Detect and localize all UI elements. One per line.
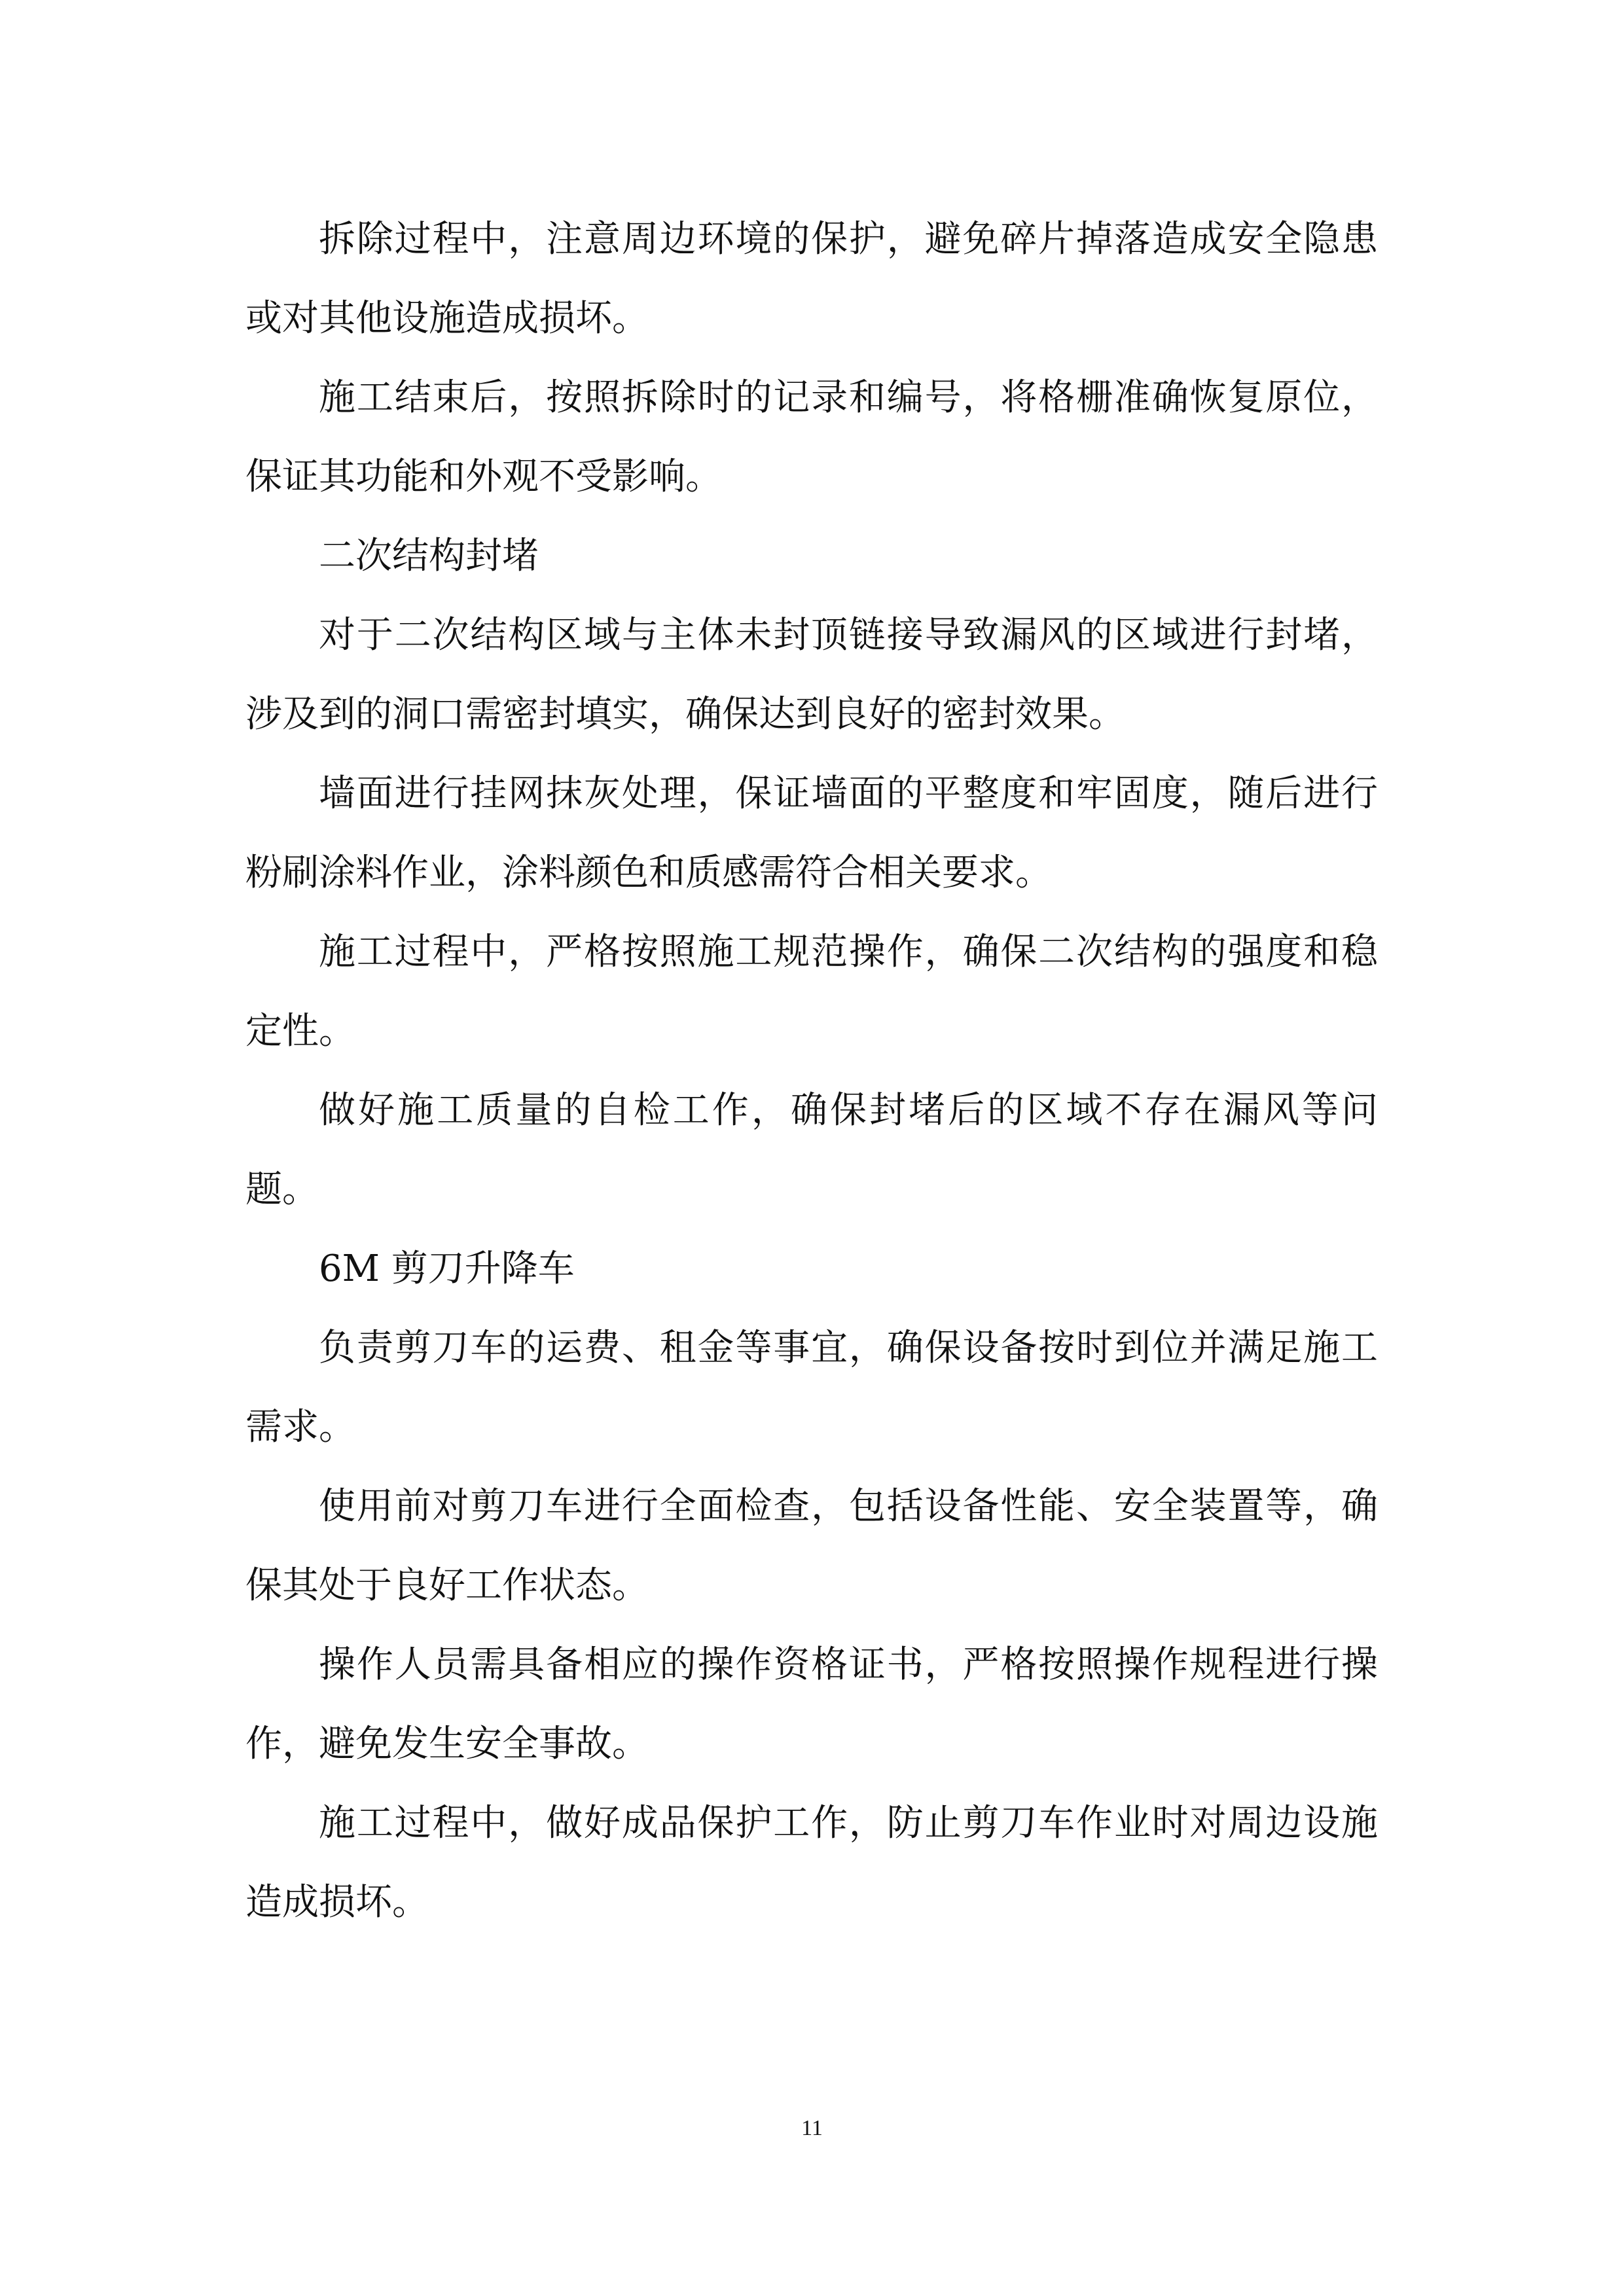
paragraph: 墙面进行挂网抹灰处理，保证墙面的平整度和牢固度，随后进行粉刷涂料作业，涂料颜色和质感需符合相关要求。 bbox=[245, 772, 1378, 894]
paragraph: 施工过程中，做好成品保护工作，防止剪刀车作业时对周边设施造成损坏。 bbox=[245, 1802, 1378, 1924]
section-heading: 6M 剪刀升降车 bbox=[319, 1247, 575, 1290]
paragraph: 施工结束后，按照拆除时的记录和编号，将格栅准确恢复原位，保证其功能和外观不受影响。 bbox=[245, 376, 1378, 498]
paragraph: 对于二次结构区域与主体未封顶链接导致漏风的区域进行封堵，涉及到的洞口需密封填实，确保达到良好的密封效果。 bbox=[245, 614, 1378, 736]
paragraph: 做好施工质量的自检工作，确保封堵后的区域不存在漏风等问题。 bbox=[245, 1089, 1378, 1211]
paragraph: 负责剪刀车的运费、租金等事宜，确保设备按时到位并满足施工需求。 bbox=[245, 1327, 1378, 1448]
paragraph: 拆除过程中，注意周边环境的保护，避免碎片掉落造成安全隐患或对其他设施造成损坏。 bbox=[245, 218, 1378, 340]
paragraph: 施工过程中，严格按照施工规范操作，确保二次结构的强度和稳定性。 bbox=[245, 931, 1378, 1052]
page-number: 11 bbox=[801, 2116, 823, 2140]
body-text bbox=[245, 200, 1378, 1942]
paragraph: 使用前对剪刀车进行全面检查，包括设备性能、安全装置等，确保其处于良好工作状态。 bbox=[245, 1485, 1378, 1607]
paragraph: 操作人员需具备相应的操作资格证书，严格按照操作规程进行操作，避免发生安全事故。 bbox=[245, 1643, 1378, 1765]
section-heading: 二次结构封堵 bbox=[319, 535, 539, 577]
